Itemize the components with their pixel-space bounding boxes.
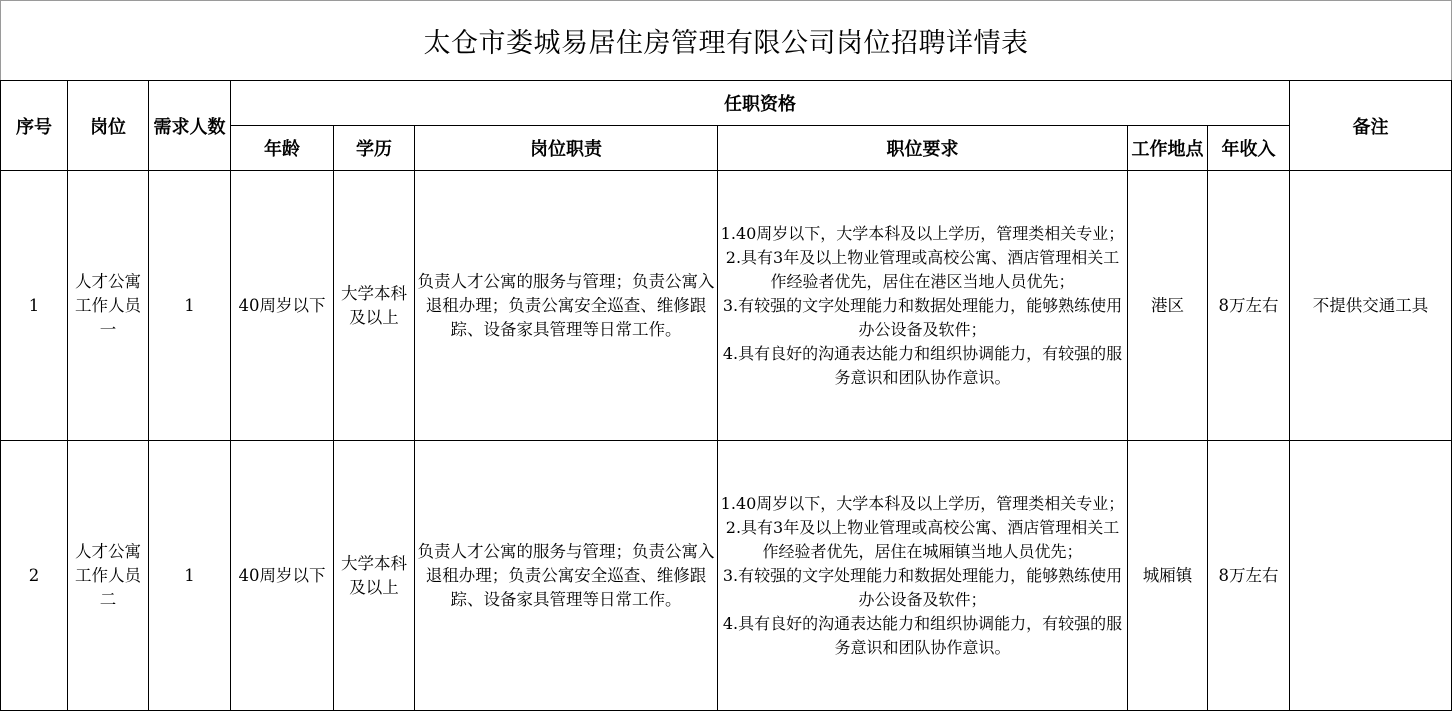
requirement-item: 4.具有良好的沟通表达能力和组织协调能力，有较强的服务意识和团队协作意识。 [722, 343, 1123, 387]
cell-count: 1 [149, 171, 231, 441]
requirement-item: 2.具有3年及以上物业管理或高校公寓、酒店管理相关工作经验者优先，居住在城厢镇当地人员优先； [725, 517, 1120, 561]
cell-age: 40周岁以下 [231, 171, 334, 441]
position-line: 二 [99, 589, 117, 609]
page-title: 太仓市娄城易居住房管理有限公司岗位招聘详情表 [1, 1, 1452, 81]
requirement-item: 1.40周岁以下，大学本科及以上学历，管理类相关专业； [720, 493, 1125, 513]
requirement-item: 4.具有良好的沟通表达能力和组织协调能力，有较强的服务意识和团队协作意识。 [722, 613, 1123, 657]
cell-remark [1290, 441, 1452, 711]
cell-duties: 负责人才公寓的服务与管理；负责公寓入退租办理；负责公寓安全巡查、维修跟踪、设备家具管理等日常工作。 [415, 171, 718, 441]
cell-requirements [718, 441, 1128, 711]
education-line: 大学本科 [341, 553, 407, 573]
header-position: 岗位 [68, 81, 149, 171]
header-row-1 [1, 81, 1452, 126]
header-location: 工作地点 [1128, 126, 1208, 171]
cell-seq: 2 [1, 441, 68, 711]
requirement-item: 2.具有3年及以上物业管理或高校公寓、酒店管理相关工作经验者优先，居住在港区当地人员优先； [725, 247, 1120, 291]
position-line: 工作人员 [75, 295, 141, 315]
title-row [1, 1, 1452, 81]
cell-income: 8万左右 [1208, 441, 1290, 711]
position-line: 一 [99, 319, 117, 339]
education-line: 及以上 [349, 307, 399, 327]
requirement-item: 3.有较强的文字处理能力和数据处理能力，能够熟练使用办公设备及软件； [722, 565, 1123, 609]
requirement-item: 1.40周岁以下，大学本科及以上学历，管理类相关专业； [720, 223, 1125, 243]
cell-education [334, 171, 415, 441]
header-age: 年龄 [231, 126, 334, 171]
requirement-item: 3.有较强的文字处理能力和数据处理能力，能够熟练使用办公设备及软件； [722, 295, 1123, 339]
cell-seq: 1 [1, 171, 68, 441]
cell-education [334, 441, 415, 711]
cell-position [68, 171, 149, 441]
cell-duties: 负责人才公寓的服务与管理；负责公寓入退租办理；负责公寓安全巡查、维修跟踪、设备家具管理等日常工作。 [415, 441, 718, 711]
header-remark: 备注 [1290, 81, 1452, 171]
education-line: 大学本科 [341, 283, 407, 303]
cell-location: 城厢镇 [1128, 441, 1208, 711]
header-income: 年收入 [1208, 126, 1290, 171]
table-row [1, 171, 1452, 441]
cell-position [68, 441, 149, 711]
header-qualification-group: 任职资格 [231, 81, 1290, 126]
cell-remark: 不提供交通工具 [1290, 171, 1452, 441]
cell-location: 港区 [1128, 171, 1208, 441]
cell-age: 40周岁以下 [231, 441, 334, 711]
header-requirements: 职位要求 [718, 126, 1128, 171]
header-duties: 岗位职责 [415, 126, 718, 171]
position-line: 人才公寓 [75, 271, 141, 291]
education-line: 及以上 [349, 577, 399, 597]
cell-count: 1 [149, 441, 231, 711]
table-row [1, 441, 1452, 711]
header-education: 学历 [334, 126, 415, 171]
cell-requirements [718, 171, 1128, 441]
header-count: 需求人数 [149, 81, 231, 171]
position-line: 人才公寓 [75, 541, 141, 561]
header-seq: 序号 [1, 81, 68, 171]
cell-income: 8万左右 [1208, 171, 1290, 441]
position-line: 工作人员 [75, 565, 141, 585]
